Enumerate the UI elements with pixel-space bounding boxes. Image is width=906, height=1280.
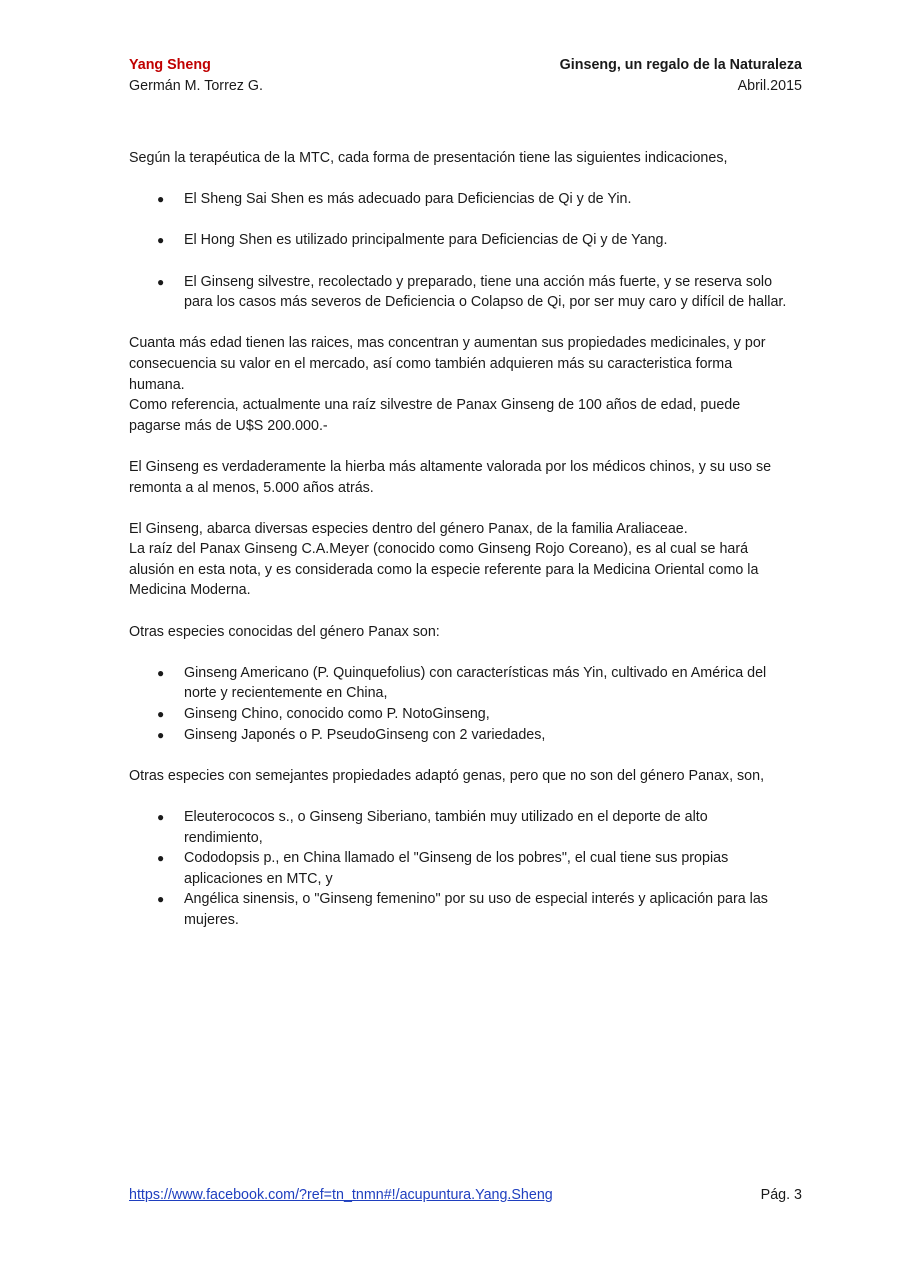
list-item: ● El Ginseng silvestre, recolectado y preparado, tiene una acción más fuerte, y se reserva solo para los casos más severos de Deficiencia o Colapso de Qi, por ser muy caro y difícil de hallar.	[157, 273, 787, 311]
other-species-intro: Otras especies con semejantes propiedades adaptó genas, pero que no son del género Panax, son,	[129, 767, 765, 784]
list-item: ● Ginseng Japonés o P. PseudoGinseng con 2 variedades,	[184, 725, 789, 746]
valued-paragraph: El Ginseng es verdaderamente la hierba más altamente valorada por los médicos chinos, y su uso se remonta a al menos, 5.000 años atrás.	[129, 458, 772, 496]
panax-intro: Otras especies conocidas del género Panax son:	[129, 623, 440, 640]
indications-list	[129, 189, 789, 313]
price-paragraph: Como referencia, actualmente una raíz silvestre de Panax Ginseng de 100 años de edad, puede pagarse más de U$S 200.000.-	[129, 397, 741, 434]
author-name: Germán M. Torrez G.	[129, 77, 263, 94]
header-row-bottom	[129, 76, 802, 97]
brand-name: Yang Sheng	[129, 57, 211, 73]
age-paragraph: Cuanta más edad tienen las raices, mas concentran y aumentan sus propiedades medicinales, y por consecuencia su valor en el mercado, así como también adquieren más su caracteristica forma humana.	[129, 335, 766, 393]
document-title: Ginseng, un regalo de la Naturaleza	[559, 57, 802, 73]
genus-paragraph: El Ginseng, abarca diversas especies dentro del género Panax, de la familia Araliaceae.	[129, 520, 688, 537]
list-item: ● Ginseng Americano (P. Quinquefolius) con características más Yin, cultivado en América del norte y recientemente en China,	[157, 664, 767, 702]
panax-species-list	[129, 663, 789, 745]
page-number: Pág. 3	[760, 1187, 802, 1203]
list-item: ● Angélica sinensis, o "Ginseng femenino" por su uso de especial interés y aplicación para las mujeres.	[157, 891, 768, 928]
bullet-icon: ●	[157, 233, 165, 248]
document-date: Abril.2015	[737, 77, 802, 94]
facebook-link[interactable]: https://www.facebook.com/?ref=tn_tnmn#!/acupuntura.Yang.Sheng	[129, 1187, 553, 1203]
page-footer	[129, 1185, 802, 1206]
list-item: ● Cododopsis p., en China llamado el "Ginseng de los pobres", el cual tiene sus propias aplicaciones en MTC, y	[157, 850, 729, 887]
bullet-icon: ●	[157, 851, 165, 866]
page-header	[129, 55, 802, 96]
bullet-icon: ●	[157, 892, 165, 907]
list-item: ● Eleuterococos s., o Ginseng Siberiano, también muy utilizado en el deporte de alto rendimiento,	[157, 809, 708, 846]
list-item: ● El Hong Shen es utilizado principalmente para Deficiencias de Qi y de Yang.	[184, 230, 789, 251]
intro-paragraph: Según la terapéutica de la MTC, cada forma de presentación tiene las siguientes indicaciones,	[129, 150, 728, 166]
list-item: ● Ginseng Chino, conocido como P. NotoGinseng,	[184, 704, 789, 725]
bullet-icon: ●	[157, 727, 165, 742]
bullet-icon: ●	[157, 665, 165, 680]
root-paragraph: La raíz del Panax Ginseng C.A.Meyer (conocido como Ginseng Rojo Coreano), es al cual se hará alusión en esta nota, y es considerada como la especie referente para la Medicina Oriental como la Medicina Moderna.	[129, 541, 759, 599]
document-body	[129, 148, 789, 951]
bullet-icon: ●	[157, 810, 165, 824]
bullet-icon: ●	[157, 707, 165, 722]
other-species-list	[129, 807, 789, 931]
bullet-icon: ●	[157, 192, 165, 207]
list-item: ● El Sheng Sai Shen es más adecuado para Deficiencias de Qi y de Yin.	[184, 189, 789, 210]
bullet-icon: ●	[157, 274, 165, 289]
header-row-top	[129, 55, 802, 76]
